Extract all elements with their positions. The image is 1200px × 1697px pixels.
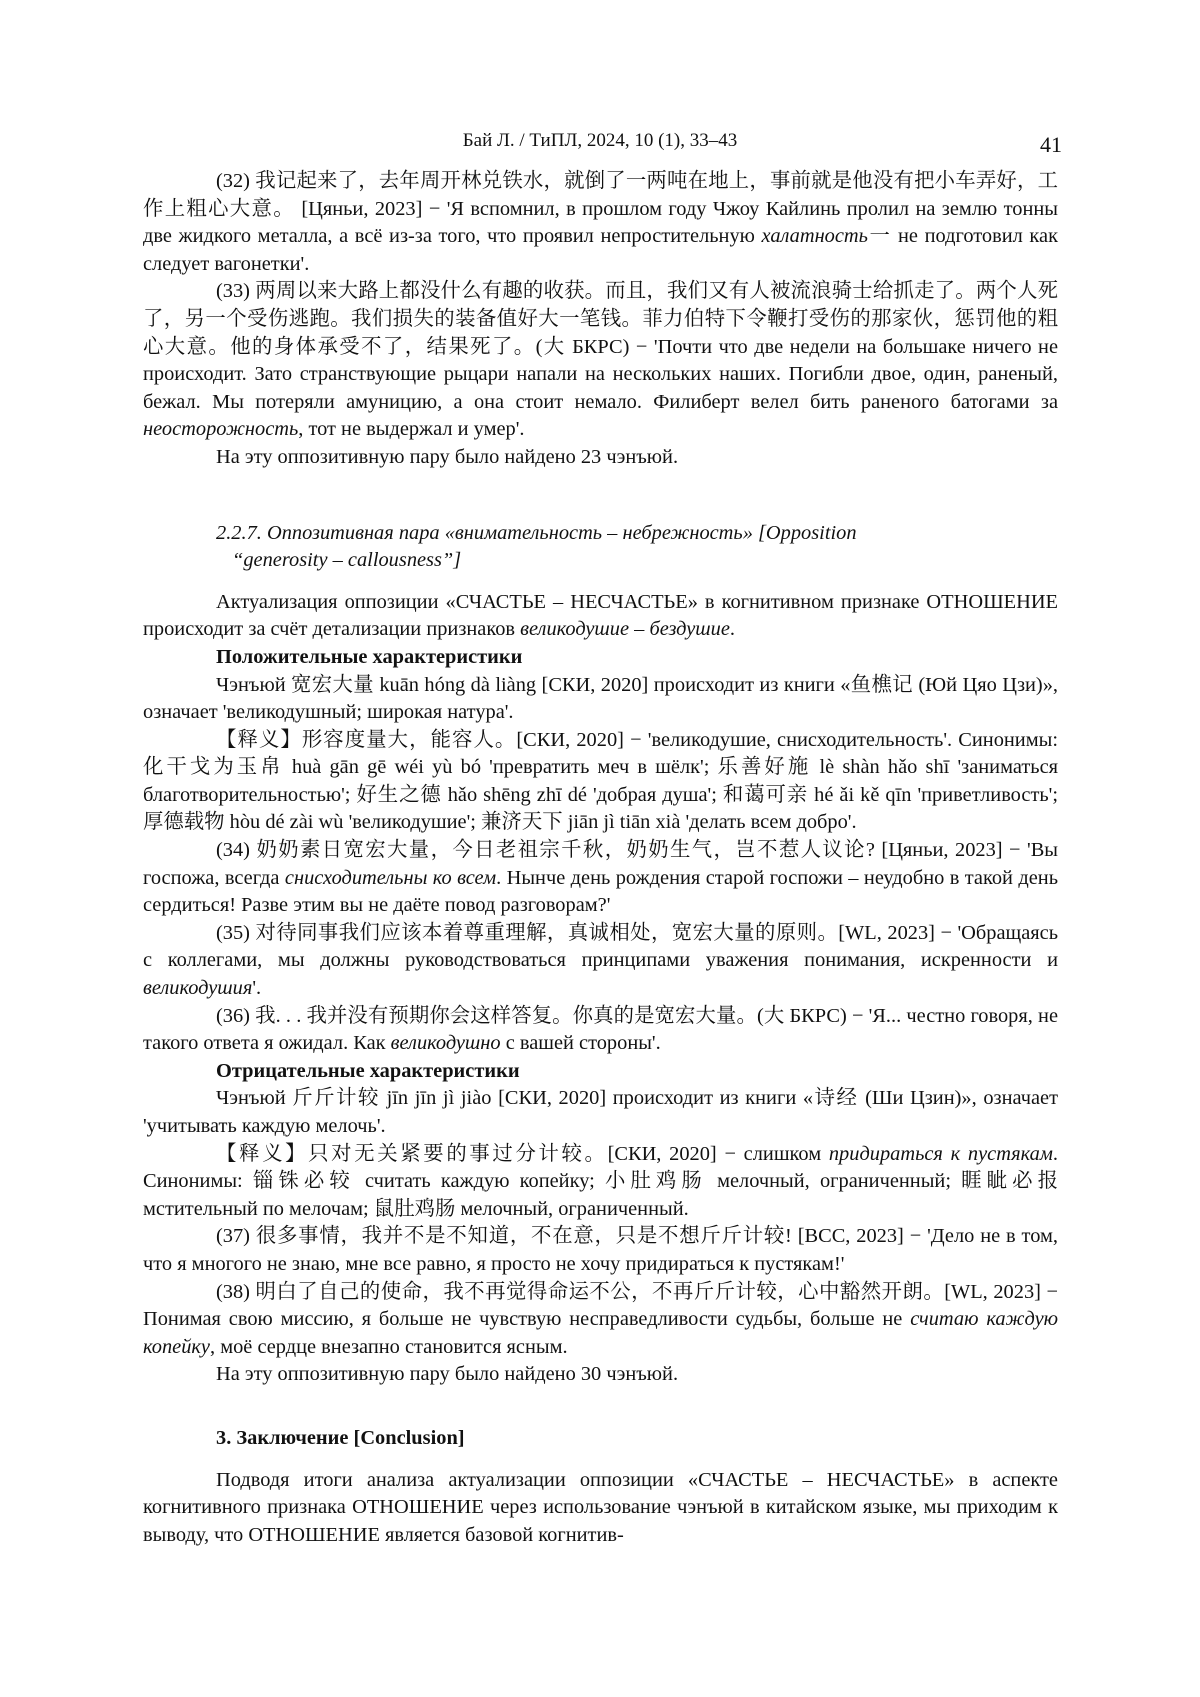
example-38: (38) 明白了自己的使命，我不再觉得命运不公，不再斤斤计较，心中豁然开朗。[WL, 2023] − Понимая свою миссию, я больше не чувствую несправедливости судьбы, больше не считаю каждую копейку, моё сердце внезапно становится ясным. <box>143 1280 1058 1358</box>
positive-heading: Положительные характеристики <box>216 645 523 668</box>
conclusion-heading: 3. Заключение [Conclusion] <box>216 1426 465 1449</box>
section-heading-2-2-7: 2.2.7. Оппозитивная пара «внимательность – небрежность» [Opposition “generosity – callousness”] <box>216 521 857 572</box>
example-36: (36) 我. . . 我并没有预期你会这样答复。你真的是宽宏大量。(大 БКРС) − 'Я... честно говоря, не такого ответа я ожидал. Как великодушно с вашей стороны'. <box>143 1004 1058 1055</box>
positive-synonyms: 【释义】形容度量大，能容人。[СКИ, 2020] − 'великодушие, снисходительность'. Синонимы: 化干戈为玉帛 huà gān gē wéi yù bó 'превратить меч в шёлк'; 乐善好施 lè shàn hǎo shī 'заниматься благотворительностью'; 好生之德 hǎo shēng zhī dé 'добрая душа'; 和蔼可亲 hé ǎi kě qīn 'приветливость'; 厚德载物 hòu dé zài wù 'великодушие'; 兼济天下 jiān jì tiān xià 'делать всем добро'. <box>143 728 1058 834</box>
negative-definition: Чэнъюй 斤斤计较 jīn jīn jì jiào [СКИ, 2020] происходит из книги «诗经 (Ши Цзин)», означает 'учитывать каждую мелочь'. <box>143 1087 1058 1137</box>
conclusion-paragraph: Подводя итоги анализа актуализации оппозиции «СЧАСТЬЕ – НЕСЧАСТЬЕ» в аспекте когнитивного признака ОТНОШЕНИЕ через использование чэнъюй в китайском языке, мы приходим к выводу, что ОТНОШЕНИЕ является базовой когнитив- <box>143 1468 1058 1546</box>
count-paragraph-2: На эту оппозитивную пару было найдено 30 чэнъюй. <box>216 1363 679 1386</box>
example-34: (34) 奶奶素日宽宏大量，今日老祖宗千秋，奶奶生气，岂不惹人议论? [Цяньи, 2023] − 'Вы госпожа, всегда снисходительны ко всем. Нынче день рождения старой госпожи – неудобно в такой день сердиться! Разве этим вы не даёте повод разговорам?' <box>143 839 1058 917</box>
example-33: (33) 两周以来大路上都没什么有趣的收获。而且，我们又有人被流浪骑士给抓走了。两个人死了，另一个受伤逃跑。我们损失的装备值好大一笔钱。菲力伯特下令鞭打受伤的那家伙，惩罚他的粗心大意。他的身体承受不了，结果死了。(大 БКРС) − 'Почти что две недели на большаке ничего не происходит. Зато странствующие рыцари напали на нескольких наших. Погибли двое, один, раненый, бежал. Мы потеряли амуницию, а она стоит немало. Филиберт велел бить раненого батогами за неосторожность, тот не выдержал и умер'. <box>143 280 1058 441</box>
count-paragraph-1: На эту оппозитивную пару было найдено 23 чэнъюй. <box>216 445 679 468</box>
positive-definition: Чэнъюй 宽宏大量 kuān hóng dà liàng [СКИ, 2020] происходит из книги «鱼樵记 (Юй Цяо Цзи)», означает 'великодушный; широкая натура'. <box>143 673 1058 724</box>
negative-synonyms: 【释义】只对无关紧要的事过分计较。[СКИ, 2020] − слишком придираться к пустякам. Синонимы: 锱铢必较 считать каждую копейку; 小肚鸡肠 мелочный, ограниченный; 睚眦必报 мстительный по мелочам; 鼠肚鸡肠 мелочный, ограниченный. <box>143 1142 1058 1220</box>
body-text <box>143 168 1058 1549</box>
example-35: (35) 对待同事我们应该本着尊重理解，真诚相处，宽宏大量的原则。[WL, 2023] − 'Обращаясь с коллегами, мы должны руководствоваться принципами уважения понимания, искренности и великодушия'. <box>143 921 1058 1000</box>
negative-heading: Отрицательные характеристики <box>216 1059 520 1082</box>
example-37: (37) 很多事情，我并不是不知道，不在意，只是不想斤斤计较! [ВСС, 2023] − 'Дело не в том, что я многого не знаю, мне все равно, я просто не хочу придираться к пустякам!' <box>143 1225 1058 1275</box>
running-header: Бай Л. / ТиПЛ, 2024, 10 (1), 33–43 <box>462 130 738 151</box>
page-number: 41 <box>1040 132 1062 157</box>
intro-paragraph: Актуализация оппозиции «СЧАСТЬЕ – НЕСЧАСТЬЕ» в когнитивном признаке ОТНОШЕНИЕ происходит за счёт детализации признаков великодушие – бездушие. <box>143 590 1058 641</box>
example-32: (32) 我记起来了，去年周开林兑铁水，就倒了一两吨在地上，事前就是他没有把小车弄好，工作上粗心大意。 [Цяньи, 2023] − 'Я вспомнил, в прошлом году Чжоу Кайлинь пролил на землю тонны две жидкого металла, а всё из-за того, что проявил непростительную халатность一 не подготовил как следует вагонетки'. <box>143 170 1058 275</box>
